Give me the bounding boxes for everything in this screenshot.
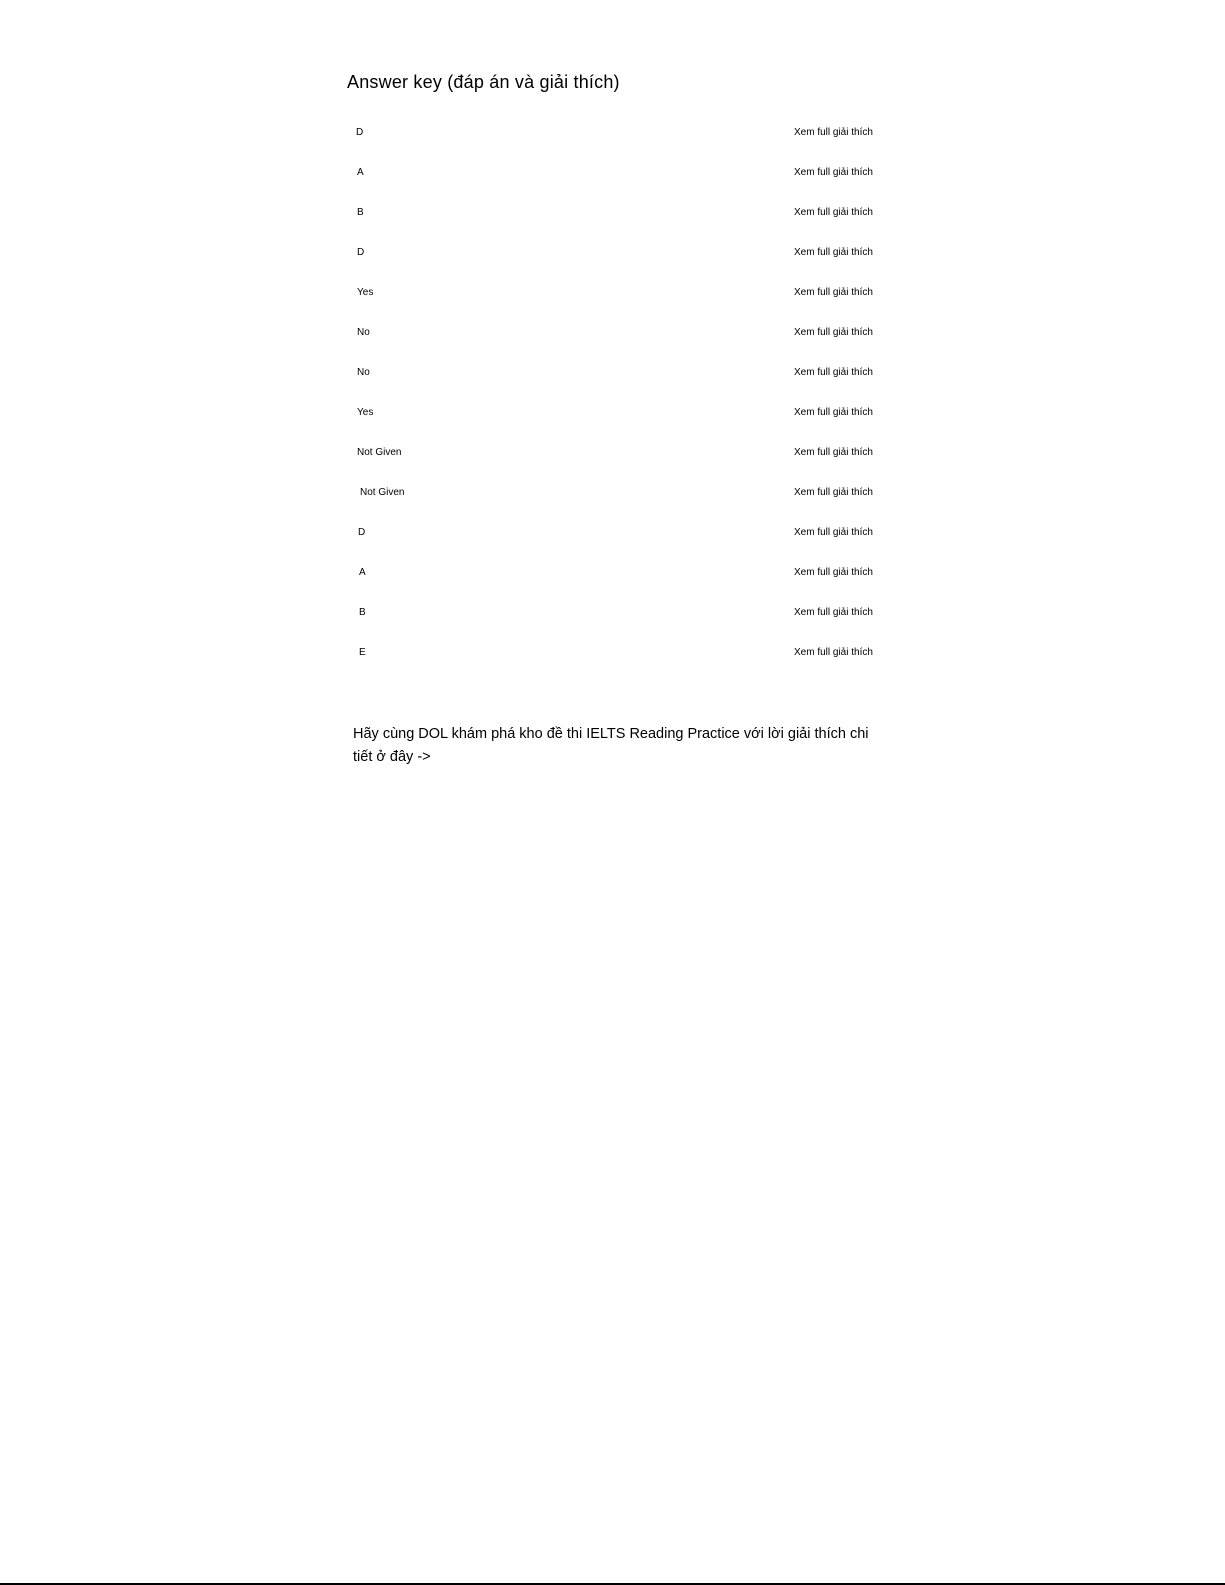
answer-row — [352, 563, 882, 583]
answer-row — [352, 643, 882, 663]
answer-row — [352, 163, 882, 183]
answer-list — [0, 0, 1225, 700]
answer-value: B — [359, 607, 366, 618]
view-explanation-link[interactable]: Xem full giải thích — [794, 447, 873, 458]
view-explanation-link[interactable]: Xem full giải thích — [794, 247, 873, 258]
answer-value: A — [357, 167, 364, 178]
answer-value: D — [358, 527, 366, 538]
answer-value: D — [356, 127, 364, 138]
page-title: Answer key (đáp án và giải thích) — [347, 72, 620, 92]
answer-value: B — [357, 207, 364, 218]
answer-row — [352, 123, 882, 143]
answer-row — [352, 403, 882, 423]
view-explanation-link[interactable]: Xem full giải thích — [794, 527, 873, 538]
promo-arrow-link[interactable]: -> — [417, 749, 431, 765]
answer-value: D — [357, 247, 365, 258]
answer-value: Yes — [357, 407, 374, 418]
answer-value: Yes — [357, 287, 374, 298]
answer-row — [352, 363, 882, 383]
view-explanation-link[interactable]: Xem full giải thích — [794, 647, 873, 658]
answer-row — [352, 243, 882, 263]
view-explanation-link[interactable]: Xem full giải thích — [794, 407, 873, 418]
view-explanation-link[interactable]: Xem full giải thích — [794, 327, 873, 338]
answer-value: E — [359, 647, 366, 658]
answer-row — [352, 203, 882, 223]
view-explanation-link[interactable]: Xem full giải thích — [794, 127, 873, 138]
answer-value: Not Given — [360, 487, 405, 498]
view-explanation-link[interactable]: Xem full giải thích — [794, 207, 873, 218]
answer-value: A — [359, 567, 366, 578]
view-explanation-link[interactable]: Xem full giải thích — [794, 607, 873, 618]
view-explanation-link[interactable]: Xem full giải thích — [794, 487, 873, 498]
view-explanation-link[interactable]: Xem full giải thích — [794, 567, 873, 578]
answer-row — [352, 603, 882, 623]
answer-row — [352, 323, 882, 343]
answer-value: No — [357, 327, 370, 338]
answer-row — [352, 443, 882, 463]
answer-row — [352, 523, 882, 543]
view-explanation-link[interactable]: Xem full giải thích — [794, 167, 873, 178]
view-explanation-link[interactable]: Xem full giải thích — [794, 367, 873, 378]
practice-promo — [353, 723, 873, 769]
answer-row — [352, 283, 882, 303]
promo-text: Hãy cùng DOL khám phá kho đề thi IELTS Reading Practice với lời giải thích chi tiết ở đây — [353, 726, 869, 765]
answer-value: Not Given — [357, 447, 402, 458]
view-explanation-link[interactable]: Xem full giải thích — [794, 287, 873, 298]
answer-value: No — [357, 367, 370, 378]
answer-row — [352, 483, 882, 503]
